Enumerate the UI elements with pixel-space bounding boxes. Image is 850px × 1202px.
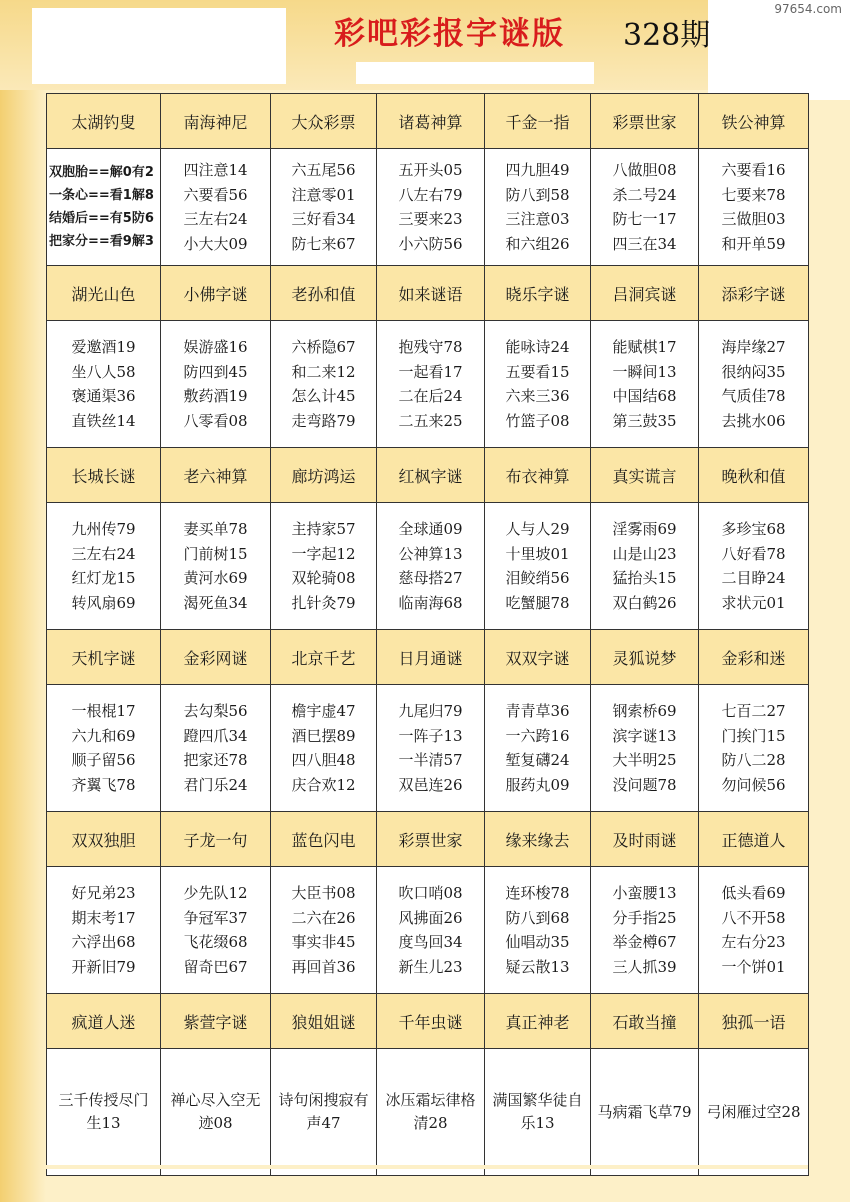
riddle-line: 迹08	[198, 1114, 233, 1132]
riddle-line: 多珍宝68	[721, 520, 786, 538]
header-row	[47, 812, 809, 867]
riddle-line: 举金樽67	[612, 933, 677, 951]
riddle-line: 三左右24	[183, 210, 248, 228]
riddle-line: 主持家57	[291, 520, 356, 538]
riddle-line: 一六跨16	[505, 726, 570, 745]
riddle-line: 三千传授尽门	[58, 1091, 149, 1109]
column-header: 双双独胆	[47, 812, 161, 867]
riddle-line: 清28	[413, 1114, 448, 1132]
riddle-line: 一字起12	[291, 544, 356, 563]
riddle-cell	[47, 503, 161, 630]
riddle-line: 褒通渠36	[71, 387, 136, 405]
column-header: 南海神尼	[161, 94, 271, 149]
riddle-cell	[271, 685, 377, 812]
content-row	[47, 503, 809, 630]
riddle-line: 低头看69	[721, 884, 786, 902]
riddle-cell	[699, 867, 809, 994]
column-header: 如来谜语	[377, 266, 485, 321]
riddle-cell	[161, 1049, 271, 1176]
riddle-line: 转风扇69	[71, 593, 136, 612]
riddle-line: 吹口哨08	[398, 884, 463, 902]
riddle-cell	[699, 149, 809, 266]
riddle-line: 小大大09	[183, 234, 248, 253]
riddle-cell	[485, 1049, 591, 1176]
header-row	[47, 266, 809, 321]
riddle-line: 一阵子13	[398, 726, 463, 745]
riddle-line: 双邑连26	[398, 775, 463, 794]
riddle-line: 分手指25	[612, 908, 677, 927]
riddle-cell	[485, 149, 591, 266]
riddle-line: 一半清57	[398, 751, 463, 769]
riddle-line: 酒巳摆89	[291, 726, 356, 745]
riddle-cell	[161, 321, 271, 448]
riddle-line: 三好看34	[291, 210, 356, 228]
column-header: 子龙一句	[161, 812, 271, 867]
column-header: 独孤一语	[699, 994, 809, 1049]
riddle-line: 好兄弟23	[71, 884, 136, 902]
riddle-line: 双白鹤26	[612, 593, 677, 612]
column-header: 及时雨谜	[591, 812, 699, 867]
riddle-line: 能咏诗24	[505, 338, 570, 356]
riddle-line: 去勾梨56	[183, 702, 248, 720]
riddle-line: 弓闲雁过空28	[706, 1102, 801, 1121]
riddle-line: 少先队12	[183, 884, 248, 902]
riddle-line: 门挨门15	[721, 726, 786, 745]
riddle-line: 三左右24	[71, 544, 136, 563]
riddle-line: 度鸟回34	[398, 933, 463, 951]
riddle-line: 蹬四爪34	[183, 726, 248, 745]
riddle-line: 慈母搭27	[398, 569, 463, 587]
header-row	[47, 448, 809, 503]
riddle-line: 开新旧79	[71, 957, 136, 976]
riddle-cell	[161, 149, 271, 266]
riddle-line: 扎针灸79	[291, 593, 356, 612]
riddle-line: 山是山23	[612, 544, 677, 563]
riddle-line: 钢索桥69	[612, 702, 677, 720]
riddle-cell	[47, 685, 161, 812]
riddle-line: 再回首36	[291, 957, 356, 976]
riddle-line: 四注意14	[183, 161, 248, 179]
column-header: 大众彩票	[271, 94, 377, 149]
riddle-line: 勿问候56	[721, 775, 786, 794]
riddle-cell	[47, 1049, 161, 1176]
column-header: 晚秋和值	[699, 448, 809, 503]
riddle-cell	[377, 685, 485, 812]
riddle-line: 双胞胎==解0有2	[49, 165, 154, 180]
riddle-line: 七要来78	[721, 185, 786, 204]
column-header: 金彩和迷	[699, 630, 809, 685]
column-header: 吕洞宾谜	[591, 266, 699, 321]
column-header: 缘来缘去	[485, 812, 591, 867]
riddle-cell	[699, 321, 809, 448]
riddle-line: 六要看56	[183, 185, 248, 204]
riddle-cell	[485, 503, 591, 630]
content-row	[47, 867, 809, 994]
riddle-cell	[591, 503, 699, 630]
riddle-line: 左右分23	[721, 933, 786, 951]
riddle-line: 六桥隐67	[291, 338, 356, 356]
content-row	[47, 685, 809, 812]
column-header: 狼姐姐谜	[271, 994, 377, 1049]
riddle-line: 人与人29	[505, 520, 570, 538]
riddle-cell	[591, 867, 699, 994]
riddle-cell	[699, 503, 809, 630]
column-header: 石敢当撞	[591, 994, 699, 1049]
riddle-line: 顺子留56	[71, 751, 136, 769]
riddle-line: 竹篮子08	[505, 411, 570, 430]
column-header: 太湖钓叟	[47, 94, 161, 149]
column-header: 北京千艺	[271, 630, 377, 685]
riddle-line: 事实非45	[291, 933, 356, 951]
riddle-line: 留奇巴67	[183, 957, 248, 976]
riddle-line: 双轮骑08	[291, 569, 356, 587]
riddle-line: 敷药酒19	[183, 387, 248, 405]
column-header: 添彩字谜	[699, 266, 809, 321]
riddle-line: 防八到68	[505, 908, 570, 927]
riddle-line: 五开头05	[398, 161, 463, 179]
riddle-line: 齐翼飞78	[71, 775, 136, 794]
riddle-line: 七百二27	[721, 702, 786, 720]
riddle-line: 气质佳78	[721, 387, 786, 405]
riddle-line: 堑复礴24	[505, 751, 570, 769]
riddle-line: 仙唱动35	[505, 933, 570, 951]
issue-number: 328期	[623, 18, 711, 53]
column-header: 金彩网谜	[161, 630, 271, 685]
column-header: 廊坊鸿运	[271, 448, 377, 503]
column-header: 布衣神算	[485, 448, 591, 503]
riddle-cell	[271, 503, 377, 630]
riddle-line: 大半明25	[612, 751, 677, 769]
riddle-line: 杀二号24	[612, 185, 677, 204]
riddle-line: 妻买单78	[183, 520, 248, 538]
riddle-line: 滨字谜13	[612, 726, 677, 745]
riddle-cell	[591, 149, 699, 266]
riddle-cell	[591, 321, 699, 448]
riddle-line: 满国繁华徒自	[492, 1091, 583, 1109]
header-row	[47, 994, 809, 1049]
column-header: 千年虫谜	[377, 994, 485, 1049]
riddle-table	[46, 93, 809, 1176]
riddle-line: 吃蟹腿78	[505, 593, 570, 612]
riddle-cell	[377, 1049, 485, 1176]
riddle-cell	[485, 321, 591, 448]
riddle-line: 结婚后==有5防6	[49, 211, 154, 226]
column-header: 晓乐字谜	[485, 266, 591, 321]
riddle-line: 四八胆48	[291, 751, 356, 769]
riddle-cell	[377, 867, 485, 994]
column-header: 诸葛神算	[377, 94, 485, 149]
riddle-line: 海岸缘27	[721, 338, 786, 356]
riddle-line: 九尾归79	[398, 702, 463, 720]
riddle-line: 六要看16	[721, 161, 786, 179]
blank-panel-left	[32, 8, 286, 84]
column-header: 老六神算	[161, 448, 271, 503]
column-header: 灵狐说梦	[591, 630, 699, 685]
riddle-line: 八左右79	[398, 185, 463, 204]
riddle-line: 防七来67	[291, 234, 356, 253]
header-row	[47, 630, 809, 685]
riddle-line: 三人抓39	[612, 957, 677, 976]
riddle-line: 抱残守78	[398, 338, 463, 356]
riddle-line: 八好看78	[721, 544, 786, 563]
column-header: 湖光山色	[47, 266, 161, 321]
riddle-line: 防四到45	[183, 362, 248, 381]
riddle-line: 把家还78	[183, 751, 248, 769]
riddle-line: 红灯龙15	[71, 569, 136, 587]
riddle-cell	[47, 867, 161, 994]
riddle-line: 和二来12	[291, 362, 356, 381]
riddle-line: 很纳闷35	[721, 362, 786, 381]
riddle-line: 小蛮腰13	[612, 884, 677, 902]
riddle-line: 小六防56	[398, 234, 463, 253]
riddle-line: 九州传79	[71, 520, 136, 538]
riddle-line: 公神算13	[398, 544, 463, 563]
riddle-cell	[485, 685, 591, 812]
riddle-line: 淫雾雨69	[612, 520, 677, 538]
column-header: 千金一指	[485, 94, 591, 149]
riddle-line: 争冠军37	[183, 908, 248, 927]
riddle-line: 防七一17	[612, 210, 677, 228]
riddle-line: 注意零01	[291, 185, 356, 204]
riddle-cell	[271, 1049, 377, 1176]
column-header: 小佛字谜	[161, 266, 271, 321]
riddle-cell	[271, 149, 377, 266]
riddle-line: 新生儿23	[398, 957, 463, 976]
bottom-edge	[46, 1165, 808, 1169]
column-header: 老孙和值	[271, 266, 377, 321]
riddle-line: 六浮出68	[71, 933, 136, 951]
riddle-line: 五要看15	[505, 362, 570, 381]
riddle-line: 黄河水69	[183, 569, 248, 587]
riddle-line: 八零看08	[183, 411, 248, 430]
riddle-line: 庆合欢12	[291, 775, 356, 794]
riddle-line: 爱邀酒19	[71, 338, 136, 356]
riddle-cell	[699, 1049, 809, 1176]
column-header: 蓝色闪电	[271, 812, 377, 867]
riddle-line: 大臣书08	[291, 884, 356, 902]
riddle-line: 二目睁24	[721, 569, 786, 587]
riddle-line: 第三鼓35	[612, 411, 677, 430]
riddle-line: 六来三36	[505, 387, 570, 405]
riddle-line: 和六组26	[505, 234, 570, 253]
riddle-line: 君门乐24	[183, 775, 248, 794]
column-header: 日月通谜	[377, 630, 485, 685]
column-header: 彩票世家	[591, 94, 699, 149]
riddle-line: 直铁丝14	[71, 411, 136, 430]
riddle-line: 坐八人58	[71, 362, 136, 381]
riddle-line: 二五来25	[398, 411, 463, 430]
riddle-line: 马病霜飞草79	[597, 1102, 692, 1121]
content-row	[47, 149, 809, 266]
riddle-line: 渴死鱼34	[183, 593, 248, 612]
riddle-cell	[161, 867, 271, 994]
riddle-line: 乐13	[520, 1114, 555, 1132]
riddle-line: 把家分==看9解3	[49, 234, 154, 249]
riddle-cell	[377, 503, 485, 630]
riddle-cell	[591, 685, 699, 812]
riddle-line: 三注意03	[505, 210, 570, 228]
riddle-cell	[377, 321, 485, 448]
blank-panel-middle	[356, 62, 594, 84]
riddle-cell	[485, 867, 591, 994]
riddle-line: 临南海68	[398, 593, 463, 612]
riddle-cell	[47, 149, 161, 266]
riddle-line: 二六在26	[291, 908, 356, 927]
riddle-line: 泪鲛绡56	[505, 569, 570, 587]
site-watermark: 97654.com	[774, 2, 842, 16]
riddle-line: 六五尾56	[291, 161, 356, 179]
column-header: 双双字谜	[485, 630, 591, 685]
content-row	[47, 1049, 809, 1176]
riddle-line: 四三在34	[612, 234, 677, 253]
riddle-line: 冰压霜坛律格	[385, 1091, 476, 1109]
riddle-line: 风拂面26	[398, 908, 463, 927]
riddle-cell	[699, 685, 809, 812]
column-header: 天机字谜	[47, 630, 161, 685]
column-header: 红枫字谜	[377, 448, 485, 503]
riddle-cell	[47, 321, 161, 448]
riddle-cell	[377, 149, 485, 266]
column-header: 长城长谜	[47, 448, 161, 503]
column-header: 疯道人迷	[47, 994, 161, 1049]
riddle-cell	[271, 867, 377, 994]
riddle-line: 防八二28	[721, 751, 786, 769]
riddle-cell	[161, 503, 271, 630]
riddle-cell	[161, 685, 271, 812]
riddle-line: 六九和69	[71, 726, 136, 745]
riddle-line: 三要来23	[398, 210, 463, 228]
riddle-line: 没问题78	[612, 775, 677, 794]
riddle-line: 青青草36	[505, 702, 570, 720]
riddle-line: 防八到58	[505, 185, 570, 204]
riddle-line: 疑云散13	[505, 957, 570, 976]
riddle-line: 能赋棋17	[612, 338, 677, 356]
riddle-line: 檐宇虚47	[291, 702, 356, 720]
riddle-line: 飞花缀68	[183, 933, 248, 951]
riddle-line: 一根棍17	[71, 702, 136, 720]
riddle-line: 生13	[86, 1114, 121, 1132]
riddle-line: 门前树15	[183, 544, 248, 563]
column-header: 真实谎言	[591, 448, 699, 503]
riddle-line: 和开单59	[721, 234, 786, 253]
riddle-line: 求状元01	[721, 593, 786, 612]
riddle-line: 一瞬间13	[612, 362, 677, 381]
left-gradient	[0, 90, 46, 1202]
riddle-line: 四九胆49	[505, 161, 570, 179]
riddle-cell	[271, 321, 377, 448]
riddle-line: 一个饼01	[721, 957, 786, 976]
riddle-line: 怎么计45	[291, 387, 356, 405]
page-title: 彩吧彩报字谜版	[334, 16, 565, 52]
riddle-line: 中国结68	[612, 387, 677, 405]
column-header: 真正神老	[485, 994, 591, 1049]
riddle-line: 服药丸09	[505, 775, 570, 794]
riddle-line: 声47	[306, 1114, 341, 1132]
riddle-line: 一条心==看1解8	[49, 188, 154, 203]
column-header: 铁公神算	[699, 94, 809, 149]
riddle-line: 期末考17	[71, 908, 136, 927]
riddle-cell	[591, 1049, 699, 1176]
column-header: 彩票世家	[377, 812, 485, 867]
header-row	[47, 94, 809, 149]
riddle-line: 禅心尽入空无	[170, 1091, 261, 1109]
riddle-line: 八做胆08	[612, 161, 677, 179]
riddle-line: 三做胆03	[721, 210, 786, 228]
riddle-line: 二在后24	[398, 387, 463, 405]
content-row	[47, 321, 809, 448]
riddle-line: 一起看17	[398, 362, 463, 381]
riddle-line: 猛抬头15	[612, 569, 677, 587]
riddle-line: 全球通09	[398, 520, 463, 538]
riddle-line: 娱游盛16	[183, 338, 248, 356]
riddle-line: 连环梭78	[505, 884, 570, 902]
riddle-line: 走弯路79	[291, 411, 356, 430]
column-header: 紫萱字谜	[161, 994, 271, 1049]
riddle-line: 诗句闲搜寂有	[278, 1091, 369, 1109]
riddle-line: 十里坡01	[505, 544, 570, 563]
column-header: 正德道人	[699, 812, 809, 867]
riddle-line: 八不开58	[721, 908, 786, 927]
riddle-line: 去挑水06	[721, 411, 786, 430]
